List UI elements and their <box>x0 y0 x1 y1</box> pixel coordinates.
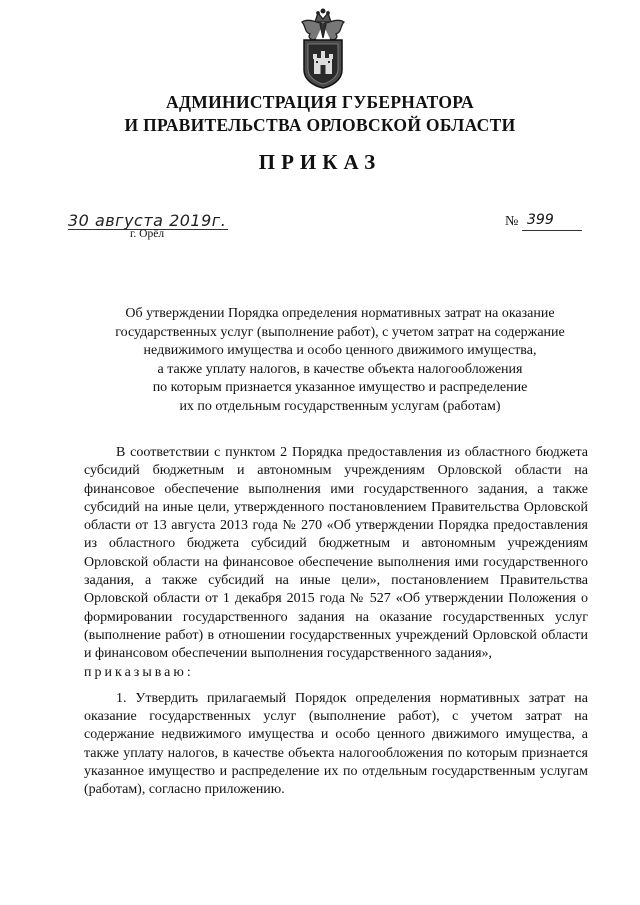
subject-line: государственных услуг (выполнение работ), с учетом затрат на содержание <box>115 324 565 340</box>
document-number: 399 <box>527 212 554 228</box>
document-subject <box>80 305 600 417</box>
orders-phrase: приказываю: <box>84 664 194 680</box>
subject-line: а также уплату налогов, в качестве объекта налогообложения <box>157 361 523 377</box>
subject-line: недвижимого имущества и особо ценного движимого имущества, <box>143 343 537 359</box>
document-city: г. Орёл <box>130 228 165 240</box>
subject-line: Об утверждении Порядка определения нормативных затрат на оказание <box>125 306 555 321</box>
subject-line: их по отдельным государственным услугам (работам) <box>179 398 501 414</box>
document-body <box>84 444 588 800</box>
number-underline <box>522 230 582 231</box>
document-date: 30 августа 2019г. <box>68 211 227 230</box>
coat-of-arms-icon <box>296 8 350 90</box>
organization-name-line-2: И ПРАВИТЕЛЬСТВА ОРЛОВСКОЙ ОБЛАСТИ <box>124 115 516 135</box>
preamble-paragraph: В соответствии с пунктом 2 Порядка предоставления из областного бюджета субсидий бюджетным и автономным учреждениям Орловской области на финансовое обеспечение выполнения ими государственного задания, а также субсидий на иные цели, утвержденного постановлением Правительства Орловской области от 13 августа 2013 года № 270 «Об утверждении Порядка предоставления из областного бюджета субсидий бюджетным и автономным учреждениям Орловской области на финансовое обеспечение выполнения ими государственного задания, а также субсидий на иные цели», постановлением Правительства Орловской области от 1 декабря 2015 года № 527 «Об утверждении Положения о формировании государственного задания на оказание государственных услуг (выполнение работ) в отношении государственных учреждений Орловской области и финансовом обеспечении выполнения государственного задания», <box>84 445 588 662</box>
number-prefix: № <box>505 214 519 229</box>
subject-line: по которым признается указанное имущество и распределение <box>152 380 528 396</box>
order-item-1: 1. Утвердить прилагаемый Порядок определения нормативных затрат на оказание государственных услуг (выполнение работ), с учетом затрат на содержание недвижимого имущества и особо ценного движимого имущества, а также уплату налогов, в качестве объекта налогообложения по которым признается указанное имущество и распределение их по отдельным государственным услугам (работам), согласно приложению. <box>84 690 588 798</box>
organization-name-line-1: АДМИНИСТРАЦИЯ ГУБЕРНАТОРА <box>166 92 474 112</box>
document-type-title: ПРИКАЗ <box>258 150 382 174</box>
